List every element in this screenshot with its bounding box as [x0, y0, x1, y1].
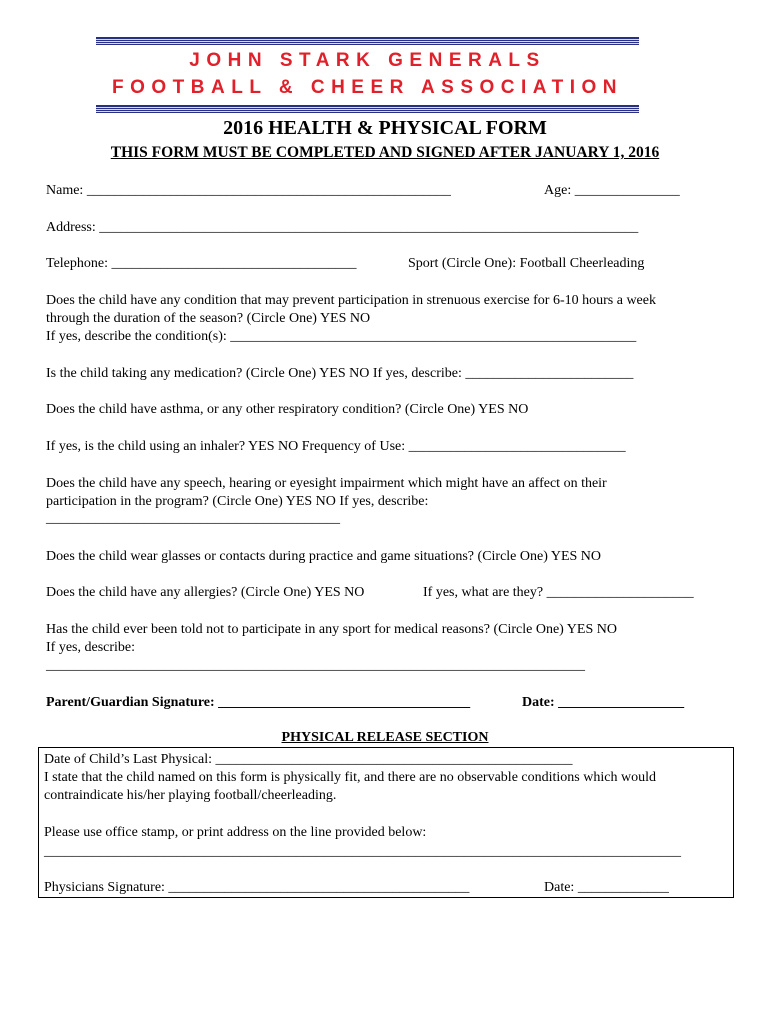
sport-choice[interactable]: Sport (Circle One): Football Cheerleading — [408, 256, 645, 271]
physical-release-heading: PHYSICAL RELEASE SECTION — [281, 730, 489, 745]
medical-restriction-question[interactable]: Has the child ever been told not to participate in any sport for medical reasons? (Circle One) YES NO — [46, 622, 617, 637]
impairment-question: Does the child have any speech, hearing or eyesight impairment which might have an affect on their — [46, 476, 607, 491]
parent-signature-date-field[interactable]: Date: __________________ — [522, 695, 685, 710]
physician-date-field[interactable]: Date: _____________ — [544, 880, 669, 895]
medical-restriction-describe-field[interactable]: _____________________________________________________________________________ — [46, 658, 585, 673]
fitness-statement-cont: contraindicate his/her playing football/cheerleading. — [44, 788, 337, 803]
telephone-field[interactable]: Telephone: ___________________________________ — [46, 256, 357, 271]
physician-signature-field[interactable]: Physicians Signature: ___________________________________________ — [44, 880, 470, 895]
age-field[interactable]: Age: _______________ — [544, 183, 680, 198]
medical-restriction-label: If yes, describe: — [46, 640, 136, 655]
address-field[interactable]: Address: _____________________________________________________________________________ — [46, 220, 639, 235]
org-name-line1: JOHN STARK GENERALS — [189, 50, 546, 71]
condition-question: Does the child have any condition that may prevent participation in strenuous exercise for 6-10 hours a week — [46, 293, 656, 308]
stamp-instruction: Please use office stamp, or print address on the line provided below: — [44, 825, 427, 840]
allergies-describe-field[interactable]: If yes, what are they? _____________________ — [423, 585, 694, 600]
name-field[interactable]: Name: ____________________________________________________ — [46, 183, 451, 198]
impairment-question-cont[interactable]: participation in the program? (Circle One) YES NO If yes, describe: — [46, 494, 429, 509]
condition-question-cont[interactable]: through the duration of the season? (Circle One) YES NO — [46, 311, 371, 326]
stamp-address-field[interactable]: ___________________________________________________________________________________________ — [44, 844, 681, 859]
inhaler-question[interactable]: If yes, is the child using an inhaler? YES NO Frequency of Use: _______________________________ — [46, 439, 626, 454]
top-rule — [96, 37, 639, 45]
allergies-question[interactable]: Does the child have any allergies? (Circle One) YES NO — [46, 585, 365, 600]
glasses-question[interactable]: Does the child wear glasses or contacts during practice and game situations? (Circle One) YES NO — [46, 549, 602, 564]
asthma-question[interactable]: Does the child have asthma, or any other respiratory condition? (Circle One) YES NO — [46, 402, 529, 417]
form-subtitle: THIS FORM MUST BE COMPLETED AND SIGNED AFTER JANUARY 1, 2016 — [110, 144, 660, 161]
condition-describe-field[interactable]: If yes, describe the condition(s): __________________________________________________________ — [46, 329, 637, 344]
last-physical-date-field[interactable]: Date of Child’s Last Physical: ___________________________________________________ — [44, 752, 573, 767]
medication-question[interactable]: Is the child taking any medication? (Circle One) YES NO If yes, describe: ________________________ — [46, 366, 634, 381]
impairment-describe-field[interactable]: __________________________________________ — [46, 511, 340, 526]
form-title: 2016 HEALTH & PHYSICAL FORM — [223, 117, 547, 139]
parent-signature-field[interactable]: Parent/Guardian Signature: ____________________________________ — [46, 695, 471, 710]
bottom-rule — [96, 105, 639, 113]
fitness-statement: I state that the child named on this form is physically fit, and there are no observable conditions which would — [44, 770, 656, 785]
org-name-line2: FOOTBALL & CHEER ASSOCIATION — [112, 77, 623, 98]
